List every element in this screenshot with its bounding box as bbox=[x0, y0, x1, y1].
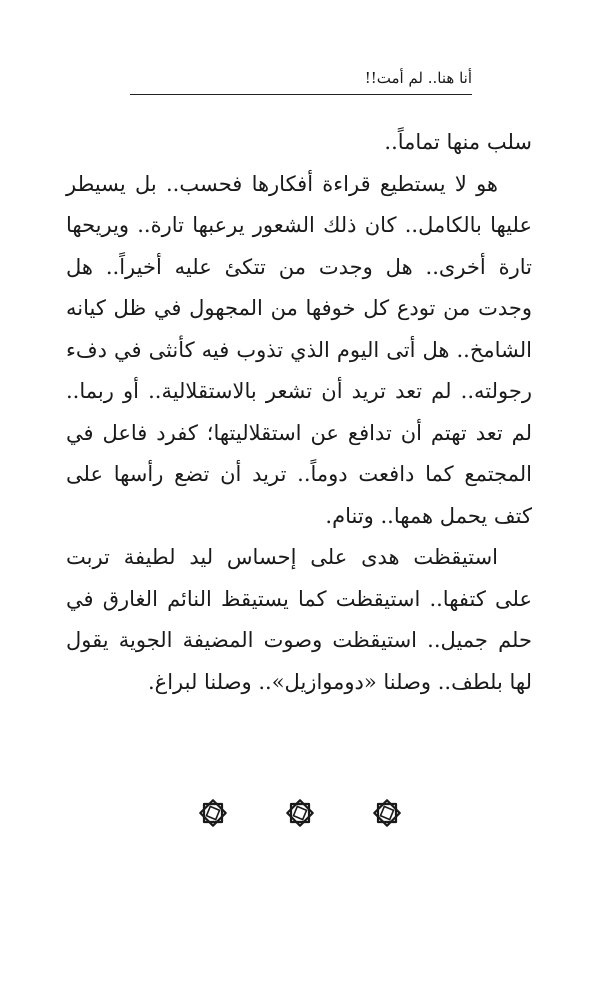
eight-point-star-ornament-icon bbox=[369, 795, 405, 831]
paragraph-3: استيقظت هدى على إحساس ليد لطيفة تربت على كتفها.. استيقظت كما يستيقظ النائم الغارق في حلم جميل.. استيقظت وصوت المضيفة الجوية يقول لها بلطف.. وصلنا «دوموازيل».. وصلنا لبراغ. bbox=[66, 545, 532, 694]
body-text bbox=[66, 122, 532, 703]
paragraph-1: سلب منها تماماً.. bbox=[384, 130, 532, 154]
eight-point-star-ornament-icon bbox=[195, 795, 231, 831]
running-header: أنا هنا.. لم أمت!! bbox=[130, 68, 472, 95]
section-divider-ornaments bbox=[195, 795, 405, 831]
paragraph-2: هو لا يستطيع قراءة أفكارها فحسب.. بل يسيطر عليها بالكامل.. كان ذلك الشعور يرعبها تارة.. ويريحها تارة أخرى.. هل وجدت من تتكئ عليه أخيراً.. هل وجدت من تودع كل خوفها من المجهول في ظل كيانه الشامخ.. هل أتى اليوم الذي تذوب فيه كأنثى في دفء رجولته.. لم تعد تريد أن تشعر بالاستقلالية.. أو ربما.. لم تعد تهتم أن تدافع عن استقلاليتها؛ كفرد فاعل في المجتمع كما دافعت دوماً.. تريد أن تضع رأسها على كتف يحمل همها.. وتنام. bbox=[66, 171, 532, 528]
eight-point-star-ornament-icon bbox=[282, 795, 318, 831]
